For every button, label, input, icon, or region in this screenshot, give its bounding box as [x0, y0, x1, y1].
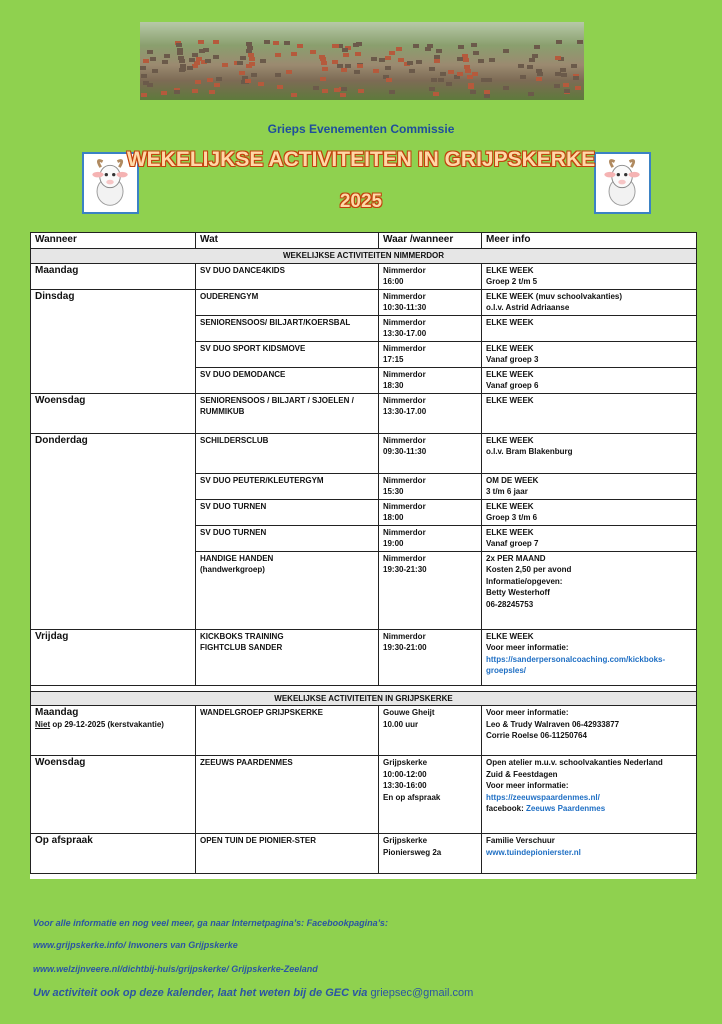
rooftop [264, 40, 270, 44]
rooftop [416, 60, 422, 64]
rooftop [164, 54, 170, 58]
column-header: Wat [196, 233, 379, 249]
info-cell: ELKE WEEK Vanaf groep 6 [482, 367, 697, 393]
rooftop [174, 90, 180, 94]
location-cell: Nimmerdor 09:30-11:30 [379, 433, 482, 473]
kickboks-link[interactable]: https://sanderpersonalcoaching.com/kickboks-groepsles/ [486, 654, 666, 675]
rooftop [273, 41, 279, 45]
rooftop [237, 61, 243, 65]
rooftop [407, 61, 413, 65]
rooftop [527, 65, 533, 69]
rooftop [334, 88, 340, 92]
table-row [31, 433, 697, 473]
rooftop [147, 50, 153, 54]
rooftop [214, 83, 220, 87]
rooftop [409, 69, 415, 73]
activity-cell: KICKBOKS TRAINING FIGHTCLUB SANDER [196, 629, 379, 685]
footer-line[interactable]: www.welzijnveere.nl/dichtbij-huis/grijpskerke/ Grijpskerke-Zeeland [33, 964, 318, 974]
rooftop [180, 67, 186, 71]
rooftop [429, 67, 435, 71]
rooftop [286, 70, 292, 74]
info-cell: ELKE WEEK Groep 2 t/m 5 [482, 263, 697, 289]
location-cell: Nimmerdor 18:30 [379, 367, 482, 393]
section-title: WEKELIJKSE ACTIVITEITEN NIMMERDOR [31, 249, 697, 264]
rooftop [503, 86, 509, 90]
section-row [31, 691, 697, 706]
activity-cell: SV DUO SPORT KIDSMOVE [196, 341, 379, 367]
column-header: Wanneer [31, 233, 196, 249]
info-cell: Voor meer informatie: Leo & Trudy Walraven 06-42933877 Corrie Roelse 06-11250764 [482, 706, 697, 756]
rooftop [275, 53, 281, 57]
info-cell: Familie Verschuur www.tuindepionierster.nl [482, 834, 697, 874]
rooftop [342, 48, 348, 52]
rooftop [192, 89, 198, 93]
activity-cell: OPEN TUIN DE PIONIER-STER [196, 834, 379, 874]
rooftop [187, 66, 193, 70]
rooftop [150, 57, 156, 61]
rooftop [358, 89, 364, 93]
rooftop [251, 73, 257, 77]
rooftop [436, 49, 442, 53]
rooftop [458, 45, 464, 49]
info-cell: ELKE WEEK Groep 3 t/m 6 [482, 499, 697, 525]
rooftop [398, 58, 404, 62]
rooftop [205, 59, 211, 63]
rooftop [195, 80, 201, 84]
rooftop [249, 62, 255, 66]
rooftop [518, 64, 524, 68]
table-row [31, 393, 697, 433]
activity-cell: SV DUO PEUTER/KLEUTERGYM [196, 473, 379, 499]
rooftop [284, 41, 290, 45]
rooftop [457, 72, 463, 76]
info-cell: ELKE WEEK o.l.v. Bram Blakenburg [482, 433, 697, 473]
rooftop [463, 58, 469, 62]
info-cell: ELKE WEEK Voor meer informatie: https://sanderpersonalcoaching.com/kickboks-groepsles/ [482, 629, 697, 685]
location-cell: Nimmerdor 10:30-11:30 [379, 289, 482, 315]
rooftop [162, 60, 168, 64]
rooftop [161, 91, 167, 95]
rooftop [222, 63, 228, 67]
rooftop [321, 61, 327, 65]
rooftop [291, 52, 297, 56]
rooftop [354, 70, 360, 74]
table-row [31, 706, 697, 756]
day-cell: Vrijdag [31, 629, 196, 685]
rooftop [357, 64, 363, 68]
activity-cell: OUDERENGYM [196, 289, 379, 315]
info-cell: Open atelier m.u.v. schoolvakanties Nederland Zuid & Feestdagen Voor meer informatie: https://zeeuwspaardenmes.nl/ facebook: Zeeuws Paardenmes [482, 756, 697, 834]
organization-name: Grieps Evenementen Commissie [267, 122, 455, 136]
rooftop [320, 77, 326, 81]
footer-cta: Uw activiteit ook op deze kalender, laat het weten bij de GEC via griepsec@gmail.com [33, 987, 474, 999]
rooftop [471, 43, 477, 47]
location-cell: Grijpskerke 10:00-12:00 13:30-16:00 En op afspraak [379, 756, 482, 834]
rooftop [446, 82, 452, 86]
rooftop [345, 64, 351, 68]
rooftop [484, 94, 490, 98]
rooftop [425, 47, 431, 51]
info-cell: OM DE WEEK 3 t/m 6 jaar [482, 473, 697, 499]
day-cell: Woensdag [31, 756, 196, 834]
rooftop [563, 83, 569, 87]
rooftop [343, 53, 349, 57]
activity-cell: SV DUO TURNEN [196, 525, 379, 551]
rooftop [489, 58, 495, 62]
rooftop [433, 92, 439, 96]
pionierster-link[interactable]: www.tuindepionierster.nl [486, 847, 581, 857]
rooftop [353, 43, 359, 47]
activity-cell: SV DUO DEMODANCE [196, 367, 379, 393]
info-cell: 2x PER MAAND Kosten 2,50 per avond Informatie/opgeven: Betty Westerhoff 06-28245753 [482, 551, 697, 629]
activity-cell: ZEEUWS PAARDENMES [196, 756, 379, 834]
rooftop [140, 66, 146, 70]
facebook-link[interactable]: Zeeuws Paardenmes [526, 804, 606, 813]
location-cell: Nimmerdor 18:00 [379, 499, 482, 525]
rooftop [468, 85, 474, 89]
activities-sheet [30, 232, 696, 879]
rooftop [465, 69, 471, 73]
rooftop [536, 77, 542, 81]
day-cell: Maandag Niet op 29-12-2025 (kerstvakantie) [31, 706, 196, 756]
rooftop [275, 73, 281, 77]
day-cell: Op afspraak [31, 834, 196, 874]
rooftop [260, 59, 266, 63]
rooftop [503, 49, 509, 53]
activity-cell: SV DUO TURNEN [196, 499, 379, 525]
table-row [31, 834, 697, 874]
rooftop [448, 70, 454, 74]
rooftop [297, 44, 303, 48]
info-cell: ELKE WEEK [482, 315, 697, 341]
village-aerial-photo [140, 22, 584, 100]
rooftop [478, 59, 484, 63]
table-header-row [31, 233, 697, 249]
page-year: 2025 [339, 191, 383, 212]
rooftop [177, 51, 183, 55]
activity-cell: SENIORENSOOS / BILJART / SJOELEN / RUMMIKUB [196, 393, 379, 433]
table-row [31, 289, 697, 315]
rooftop [529, 58, 535, 62]
rooftop [239, 71, 245, 75]
rooftop [564, 89, 570, 93]
rooftop [396, 47, 402, 51]
footer-line[interactable]: www.grijpskerke.info/ Inwoners van Grijpskerke [33, 940, 238, 950]
rooftop [213, 55, 219, 59]
day-cell: Woensdag [31, 393, 196, 433]
rooftop [245, 79, 251, 83]
location-cell: Nimmerdor 19:00 [379, 525, 482, 551]
rooftop [209, 90, 215, 94]
location-cell: Nimmerdor 13:30-17.00 [379, 393, 482, 433]
rooftop [203, 48, 209, 52]
section-row [31, 249, 697, 264]
location-cell: Nimmerdor 16:00 [379, 263, 482, 289]
table-row [31, 756, 697, 834]
rooftop [520, 75, 526, 79]
rooftop [291, 93, 297, 97]
rooftop [440, 72, 446, 76]
rooftop [147, 83, 153, 87]
rooftop [313, 86, 319, 90]
rooftop [207, 78, 213, 82]
rooftop [371, 57, 377, 61]
rooftop [198, 40, 204, 44]
rooftop [470, 90, 476, 94]
rooftop [310, 50, 316, 54]
rooftop [249, 57, 255, 61]
rooftop [434, 59, 440, 63]
rooftop [556, 40, 562, 44]
rooftop [179, 59, 185, 63]
rooftop [216, 77, 222, 81]
location-cell: Nimmerdor 19:30-21:00 [379, 629, 482, 685]
table-row [31, 263, 697, 289]
rooftop [213, 40, 219, 44]
rooftop [246, 49, 252, 53]
section-title: WEKELIJKSE ACTIVITEITEN IN GRIJPSKERKE [31, 691, 697, 706]
column-header: Waar /wanneer [379, 233, 482, 249]
activity-cell: SV DUO DANCE4KIDS [196, 263, 379, 289]
location-cell: Grijpskerke Pioniersweg 2a [379, 834, 482, 874]
rooftop [555, 56, 561, 60]
activity-cell: SENIORENSOOS/ BILJART/KOERSBAL [196, 315, 379, 341]
rooftop [340, 93, 346, 97]
rooftop [534, 45, 540, 49]
rooftop [141, 93, 147, 97]
rooftop [561, 73, 567, 77]
rooftop [481, 78, 487, 82]
table-row [31, 629, 697, 685]
rooftop [341, 87, 347, 91]
day-cell: Donderdag [31, 433, 196, 629]
rooftop [537, 72, 543, 76]
rooftop [385, 56, 391, 60]
rooftop [143, 59, 149, 63]
rooftop [438, 78, 444, 82]
info-cell: ELKE WEEK [482, 393, 697, 433]
rooftop [152, 69, 158, 73]
page-title: WEKELIJKSE ACTIVITEITEN IN GRIJPSKERKE [126, 148, 596, 171]
rooftop [431, 78, 437, 82]
rooftop [373, 69, 379, 73]
rooftop [528, 92, 534, 96]
location-cell: Nimmerdor 13:30-17.00 [379, 315, 482, 341]
info-cell: ELKE WEEK Vanaf groep 7 [482, 525, 697, 551]
rooftop [573, 76, 579, 80]
activities-table [30, 232, 697, 874]
rooftop [389, 90, 395, 94]
column-header: Meer info [482, 233, 697, 249]
location-cell: Nimmerdor 17:15 [379, 341, 482, 367]
location-cell: Nimmerdor 19:30-21:30 [379, 551, 482, 629]
rooftop [413, 44, 419, 48]
rooftop [429, 87, 435, 91]
day-cell: Maandag [31, 263, 196, 289]
rooftop [577, 40, 583, 44]
rooftop [322, 67, 328, 71]
activity-cell: HANDIGE HANDEN (handwerkgroep) [196, 551, 379, 629]
location-cell: Gouwe Gheijt 10.00 uur [379, 706, 482, 756]
rooftop [355, 52, 361, 56]
rooftop [575, 86, 581, 90]
info-cell: ELKE WEEK Vanaf groep 3 [482, 341, 697, 367]
email-link[interactable]: griepsec@gmail.com [370, 987, 474, 999]
rooftop [176, 43, 182, 47]
rooftop [389, 51, 395, 55]
rooftop [332, 60, 338, 64]
info-cell: ELKE WEEK (muv schoolvakanties) o.l.v. Astrid Adriaanse [482, 289, 697, 315]
rooftop [386, 78, 392, 82]
rooftop [457, 57, 463, 61]
rooftop [277, 85, 283, 89]
rooftop [341, 68, 347, 72]
rooftop [473, 51, 479, 55]
rooftop [555, 72, 561, 76]
day-cell: Dinsdag [31, 289, 196, 393]
rooftop [258, 82, 264, 86]
rooftop [189, 58, 195, 62]
activity-cell: WANDELGROEP GRIJPSKERKE [196, 706, 379, 756]
rooftop [385, 66, 391, 70]
rooftop [322, 89, 328, 93]
rooftop [554, 84, 560, 88]
rooftop [472, 72, 478, 76]
rooftop [240, 56, 246, 60]
rooftop [332, 44, 338, 48]
rooftop [141, 74, 147, 78]
activity-cell: SCHILDERSCLUB [196, 433, 379, 473]
location-cell: Nimmerdor 15:30 [379, 473, 482, 499]
footer-line: Voor alle informatie en nog veel meer, ga naar Internetpagina’s: Facebookpagina’s: [33, 918, 388, 928]
paardenmes-link[interactable]: https://zeeuwspaardenmes.nl/ [486, 792, 600, 802]
rooftop [571, 64, 577, 68]
rooftop [196, 57, 202, 61]
